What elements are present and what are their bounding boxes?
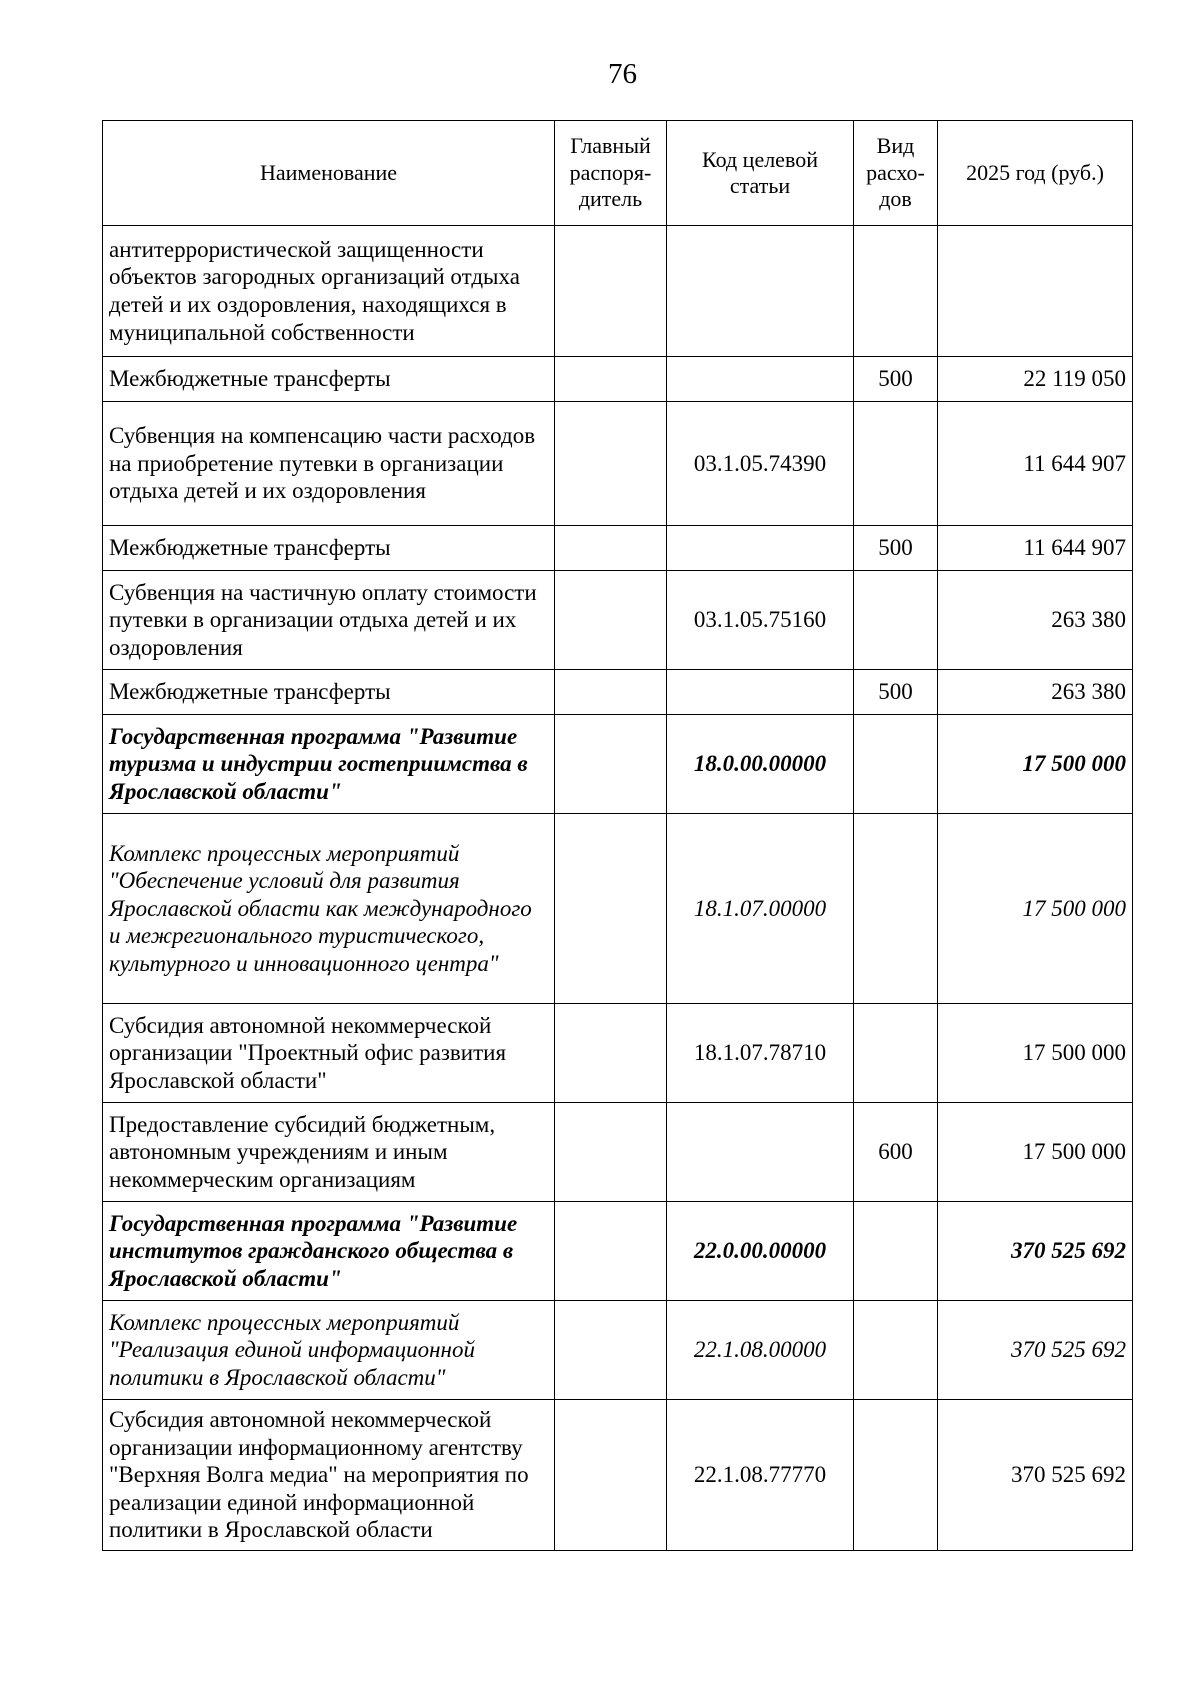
- table-row-program: [103, 1202, 1133, 1301]
- table-row-program: [103, 715, 1133, 814]
- cell-name: Субсидия автономной некоммерческой организации "Проектный офис развития Ярославской области": [103, 1004, 555, 1103]
- table-row-complex: [103, 814, 1133, 1004]
- cell-amount: 11 644 907: [938, 526, 1133, 571]
- cell-name: Комплекс процессных мероприятий "Реализация единой информационной политики в Ярославской области": [103, 1301, 555, 1400]
- table-row: [103, 226, 1133, 357]
- cell-admin: [555, 402, 667, 526]
- cell-code: 18.1.07.00000: [667, 814, 854, 1004]
- cell-amount: 17 500 000: [938, 814, 1133, 1004]
- table-row-complex: [103, 1301, 1133, 1400]
- cell-admin: [555, 357, 667, 402]
- cell-admin: [555, 814, 667, 1004]
- cell-admin: [555, 715, 667, 814]
- table-row: [103, 1004, 1133, 1103]
- cell-name: Субвенция на частичную оплату стоимости путевки в организации отдыха детей и их оздоровления: [103, 571, 555, 670]
- cell-name: Комплекс процессных мероприятий "Обеспечение условий для развития Ярославской области как международного и межрегионального туристического, культурного и инновационного центра": [103, 814, 555, 1004]
- cell-admin: [555, 1103, 667, 1202]
- cell-name: Межбюджетные трансферты: [103, 357, 555, 402]
- cell-admin: [555, 670, 667, 715]
- cell-type: [854, 1400, 938, 1551]
- cell-name: Субсидия автономной некоммерческой организации информационному агентству "Верхняя Волга медиа" на мероприятия по реализации единой информационной политики в Ярославской области: [103, 1400, 555, 1551]
- cell-type: 500: [854, 357, 938, 402]
- cell-type: [854, 1301, 938, 1400]
- cell-amount: 370 525 692: [938, 1202, 1133, 1301]
- cell-code: [667, 1103, 854, 1202]
- cell-code: 22.0.00.00000: [667, 1202, 854, 1301]
- cell-code: [667, 226, 854, 357]
- header-admin: Главный распоря-дитель: [555, 121, 667, 226]
- cell-code: 22.1.08.77770: [667, 1400, 854, 1551]
- cell-type: [854, 814, 938, 1004]
- cell-type: [854, 1202, 938, 1301]
- cell-admin: [555, 526, 667, 571]
- cell-admin: [555, 1202, 667, 1301]
- cell-amount: 22 119 050: [938, 357, 1133, 402]
- page-number: 76: [608, 58, 637, 90]
- cell-type: 500: [854, 526, 938, 571]
- cell-amount: 11 644 907: [938, 402, 1133, 526]
- table-row: [103, 1400, 1133, 1551]
- cell-type: [854, 1004, 938, 1103]
- header-amount: 2025 год (руб.): [938, 121, 1133, 226]
- cell-name: Межбюджетные трансферты: [103, 526, 555, 571]
- table-row: [103, 670, 1133, 715]
- cell-name: антитеррористической защищенности объектов загородных организаций отдыха детей и их оздоровления, находящихся в муниципальной собственности: [103, 226, 555, 357]
- cell-amount: 263 380: [938, 571, 1133, 670]
- cell-amount: [938, 226, 1133, 357]
- table-row: [103, 357, 1133, 402]
- table-row: [103, 571, 1133, 670]
- cell-name: Государственная программа "Развитие туризма и индустрии гостеприимства в Ярославской области": [103, 715, 555, 814]
- cell-code: 22.1.08.00000: [667, 1301, 854, 1400]
- cell-code: [667, 670, 854, 715]
- cell-code: 03.1.05.74390: [667, 402, 854, 526]
- header-code: Код целевой статьи: [667, 121, 854, 226]
- cell-amount: 17 500 000: [938, 715, 1133, 814]
- table-row: [103, 402, 1133, 526]
- cell-name: Государственная программа "Развитие институтов гражданского общества в Ярославской области": [103, 1202, 555, 1301]
- cell-amount: 370 525 692: [938, 1400, 1133, 1551]
- cell-code: 18.1.07.78710: [667, 1004, 854, 1103]
- cell-amount: 17 500 000: [938, 1004, 1133, 1103]
- cell-amount: 263 380: [938, 670, 1133, 715]
- cell-type: [854, 715, 938, 814]
- cell-code: [667, 357, 854, 402]
- header-type: Вид расхо-дов: [854, 121, 938, 226]
- cell-amount: 370 525 692: [938, 1301, 1133, 1400]
- cell-admin: [555, 226, 667, 357]
- cell-type: 600: [854, 1103, 938, 1202]
- cell-admin: [555, 1301, 667, 1400]
- cell-type: 500: [854, 670, 938, 715]
- cell-type: [854, 571, 938, 670]
- cell-type: [854, 402, 938, 526]
- cell-admin: [555, 571, 667, 670]
- budget-table: [102, 120, 1133, 1551]
- cell-name: Предоставление субсидий бюджетным, автономным учреждениям и иным некоммерческим организациям: [103, 1103, 555, 1202]
- table-row: [103, 526, 1133, 571]
- header-name: Наименование: [103, 121, 555, 226]
- cell-name: Субвенция на компенсацию части расходов на приобретение путевки в организации отдыха детей и их оздоровления: [103, 402, 555, 526]
- cell-admin: [555, 1400, 667, 1551]
- cell-type: [854, 226, 938, 357]
- cell-amount: 17 500 000: [938, 1103, 1133, 1202]
- cell-code: 18.0.00.00000: [667, 715, 854, 814]
- table-row: [103, 1103, 1133, 1202]
- cell-code: [667, 526, 854, 571]
- cell-code: 03.1.05.75160: [667, 571, 854, 670]
- cell-name: Межбюджетные трансферты: [103, 670, 555, 715]
- cell-admin: [555, 1004, 667, 1103]
- table-header-row: [103, 121, 1133, 226]
